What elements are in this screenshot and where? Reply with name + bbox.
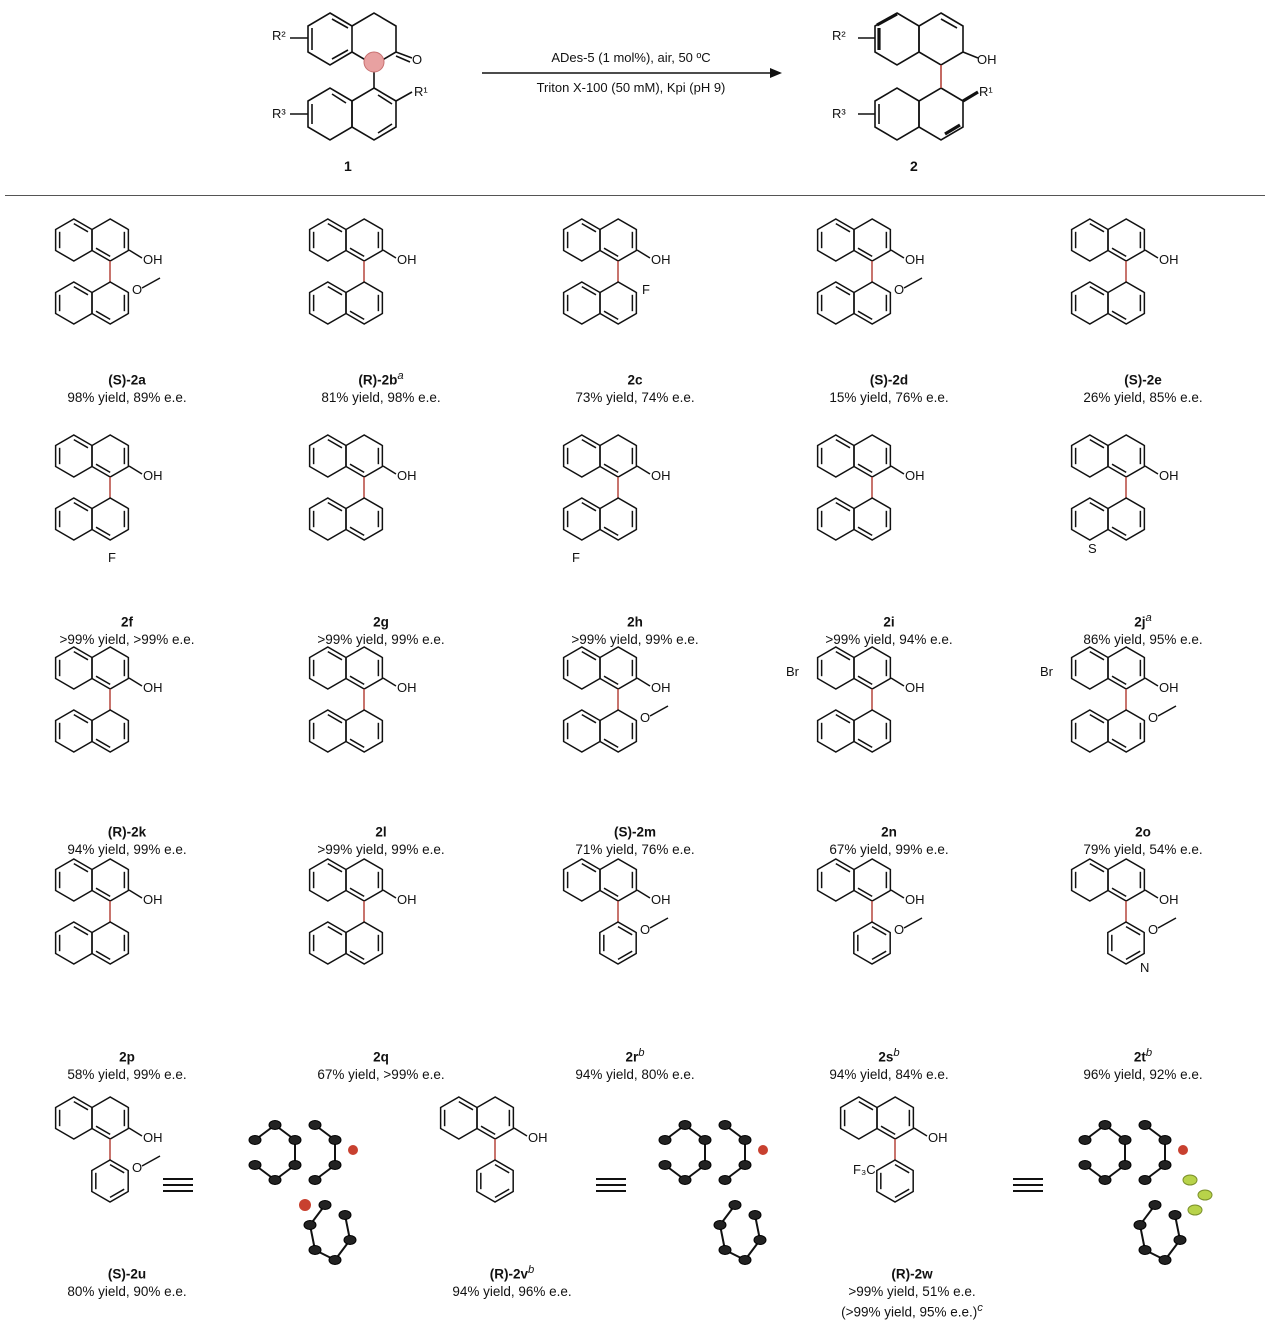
yield-ee-text: 58% yield, 99% e.e. [67,1066,187,1082]
hydroxyl-label: OH [928,1130,948,1145]
product-r2-label: R² [832,28,846,43]
caption-2p [0,1045,254,1083]
lower-naphthyl-ring [310,498,383,540]
product-r1-label: R¹ [979,84,993,99]
compound-label: 2j [1134,614,1146,630]
upper-naphthol-ring [310,859,383,901]
structure-2d [774,212,1004,362]
caption-2e [1016,368,1270,406]
caption-2c [508,368,762,406]
bromine-label: Br [786,664,799,679]
lower-naphthyl-ring [56,282,129,324]
structure-2w [797,1090,1027,1240]
equivalence-sign [163,1178,193,1196]
footnote-mark: b [638,1047,645,1059]
caption-2b [254,368,508,406]
structure-2e [1028,212,1258,362]
yield-ee-text: >99% yield, 99% e.e. [317,841,445,857]
yield-ee-text: >99% yield, 94% e.e. [825,631,953,647]
oxygen-label: O [132,1160,143,1175]
hydroxyl-label: OH [397,468,417,483]
compound-label: 2b [381,372,398,388]
upper-naphthol-ring [1072,219,1145,261]
upper-naphthol-ring [56,435,129,477]
hydroxyl-label: OH [905,468,925,483]
hydroxyl-label: OH [143,1130,163,1145]
fluorine-label: F [642,282,650,297]
upper-naphthol-ring [564,859,637,901]
footnote-mark: a [1145,612,1152,624]
upper-naphthol-ring [1072,647,1145,689]
lower-aryl-ring [877,1160,913,1202]
compound-id [385,1262,639,1283]
hydroxyl-label: OH [397,680,417,695]
lower-naphthyl-ring [1072,282,1145,324]
yield-ee-text: 94% yield, 84% e.e. [829,1066,949,1082]
equivalence-sign [596,1178,626,1196]
yield-ee-text: 94% yield, 96% e.e. [452,1283,572,1299]
yield-ee-text: >99% yield, 99% e.e. [571,631,699,647]
upper-naphthol-ring [441,1097,514,1139]
crystal-structure-ortep [1065,1100,1215,1280]
upper-naphthol-ring [56,859,129,901]
stereo-prefix: (S)- [613,824,637,840]
hydroxyl-label: OH [651,892,671,907]
yield-ee-text: 98% yield, 89% e.e. [67,389,187,405]
oxygen-label: O [640,922,651,937]
hydroxyl-label: OH [143,468,163,483]
oxygen-atom [299,1199,311,1211]
hydroxyl-label: OH [651,252,671,267]
hydroxyl-label: OH [143,252,163,267]
compound-label: 2m [636,824,656,840]
stereocenter-highlight [364,52,384,72]
reaction-scheme [0,0,1270,190]
compound-label: 2l [375,824,387,840]
hydroxyl-label: OH [651,680,671,695]
upper-naphthol-ring [56,219,129,261]
compound-id [254,1045,508,1066]
structure-2l [266,640,496,790]
caption-2r [508,1045,762,1083]
hydroxyl-label: OH [1159,468,1179,483]
lower-naphthyl-ring [56,498,129,540]
compound-label: 2r [625,1049,639,1065]
scheme-divider [5,195,1265,196]
yield-ee-text: 96% yield, 92% e.e. [1083,1066,1203,1082]
upper-naphthol-ring [1072,435,1145,477]
upper-naphthol-ring [818,219,891,261]
compound-id [1016,1045,1270,1066]
lower-naphthyl-ring [818,498,891,540]
hydroxyl-label: OH [905,680,925,695]
caption-2t [1016,1045,1270,1083]
reaction-scheme-drawing [0,0,1270,190]
stereo-prefix: (R)- [358,372,382,388]
lower-naphthyl-ring [818,710,891,752]
structure-2q [266,852,496,1002]
compound-label: 2s [878,1049,894,1065]
stereo-prefix: (S)- [108,372,131,388]
yield-ee-text: 86% yield, 95% e.e. [1083,631,1203,647]
fluorine-atom [1198,1190,1212,1200]
stereo-prefix: (R)- [891,1266,915,1282]
caption-2a [0,368,254,406]
structure-2b [266,212,496,362]
upper-naphthol-ring [564,219,637,261]
structure-2m [520,640,750,790]
upper-naphthol-ring [564,435,637,477]
upper-naphthol-ring [56,647,129,689]
alternate-yield-ee-text: (>99% yield, 95% e.e.)$^c$ [841,1301,983,1319]
lower-pyridine-ring [1108,922,1144,964]
yield-ee-text: 94% yield, 99% e.e. [67,841,187,857]
crystal-structure-ortep [235,1100,385,1280]
hydroxyl-label: OH [1159,680,1179,695]
reactant-naphthyl-ring-a [352,88,396,140]
hydroxyl-label: OH [528,1130,548,1145]
structure-2f [12,428,242,578]
crystal-structure-ortep [645,1100,795,1280]
compound-label: 2q [373,1049,389,1065]
lower-naphthyl-ring [564,710,637,752]
lower-naphthyl-ring [310,710,383,752]
yield-ee-text: >99% yield, >99% e.e. [59,631,195,647]
oxygen-atom [348,1145,358,1155]
compound-label: 2k [131,824,147,840]
compound-label: 2g [373,614,389,630]
reactant-number: 1 [344,158,352,174]
yield-ee-text: 67% yield, >99% e.e. [317,1066,445,1082]
oxygen-atom [758,1145,768,1155]
compound-label: 2n [881,824,897,840]
compound-id [762,610,1016,631]
compound-id [254,610,508,631]
oxygen-label: O [132,282,143,297]
structure-2g [266,428,496,578]
lower-naphthyl-ring [564,498,637,540]
footnote-mark: b [528,1264,535,1276]
yield-ee-text: 15% yield, 76% e.e. [829,389,949,405]
lower-naphthyl-ring [56,710,129,752]
lower-naphthyl-ring [1072,498,1145,540]
upper-naphthol-ring [56,1097,129,1139]
upper-naphthol-ring [841,1097,914,1139]
compound-label: 2w [914,1266,933,1282]
caption-2w [785,1262,1039,1320]
stereo-prefix: (S)- [1124,372,1147,388]
structure-2t [1028,852,1258,1002]
structure-2p [12,852,242,1002]
compound-id [254,368,508,389]
compound-id [1016,368,1270,389]
compound-id [0,1262,254,1283]
product-r3-label: R³ [832,106,846,121]
compound-id [254,820,508,841]
lower-aryl-ring [92,1160,128,1202]
compound-label: 2e [1146,372,1162,388]
oxygen-label: O [1148,922,1159,937]
fluorine-label: F [108,550,116,565]
footnote-mark: c [977,1301,983,1314]
reactant-r1-label: R¹ [414,84,428,99]
upper-naphthol-ring [310,435,383,477]
reactant-oxygen-label: O [412,52,423,67]
lower-aryl-ring [477,1160,513,1202]
yield-ee-text: 81% yield, 98% e.e. [321,389,441,405]
yield-ee-text: 79% yield, 54% e.e. [1083,841,1203,857]
upper-naphthol-ring [310,219,383,261]
structure-2s [774,852,1004,1002]
compound-id [508,610,762,631]
compound-id [1016,610,1270,631]
reactant-r3-label: R³ [272,106,286,121]
compound-id [762,820,1016,841]
compound-id [508,368,762,389]
hydroxyl-label: OH [1159,892,1179,907]
structure-2n [774,640,1004,790]
compound-id [508,1045,762,1066]
sulfur-label: S [1088,541,1097,556]
compound-label: 2d [892,372,909,388]
structure-2c [520,212,750,362]
compound-label: 2i [883,614,895,630]
oxygen-atom [1178,1145,1188,1155]
structure-2v [397,1090,627,1240]
oxygen-label: O [894,282,905,297]
upper-naphthol-ring [310,647,383,689]
yield-ee-text: >99% yield, 51% e.e. [848,1283,976,1299]
compound-label: 2p [119,1049,135,1065]
yield-ee-text: 80% yield, 90% e.e. [67,1283,187,1299]
caption-2v [385,1262,639,1300]
compound-id [0,820,254,841]
compound-id [508,820,762,841]
compound-label: 2v [512,1266,528,1282]
oxygen-label: O [640,710,651,725]
compound-id [785,1262,1039,1283]
condition-line-1: ADes-5 (1 mol%), air, 50 ºC [551,50,711,65]
upper-naphthol-ring [1072,859,1145,901]
hydroxyl-label: OH [397,892,417,907]
upper-naphthol-ring [818,435,891,477]
reactant-benzo-ring [308,13,352,65]
yield-ee-text: 71% yield, 76% e.e. [575,841,695,857]
compound-label: 2c [627,372,643,388]
fluorine-label: F [572,550,580,565]
footnote-mark: b [1145,1047,1153,1059]
upper-naphthol-ring [818,859,891,901]
reaction-arrow [770,68,782,78]
hydroxyl-label: OH [397,252,417,267]
hydroxyl-label: OH [143,892,163,907]
yield-ee-text: 94% yield, 80% e.e. [575,1066,695,1082]
hydroxyl-label: OH [905,252,925,267]
lower-naphthyl-ring [310,282,383,324]
structure-2r [520,852,750,1002]
structure-2i [774,428,1004,578]
caption-2u [0,1262,254,1300]
reactant-r2-label: R² [272,28,286,43]
compound-id [0,368,254,389]
condition-line-2: Triton X-100 (50 mM), Kpi (pH 9) [536,80,726,95]
upper-naphthol-ring [818,647,891,689]
compound-id [762,1045,1016,1066]
lower-aryl-ring [854,922,890,964]
caption-2d [762,368,1016,406]
yield-ee-text: 26% yield, 85% e.e. [1083,389,1203,405]
yield-ee-text: 67% yield, 99% e.e. [829,841,949,857]
stereo-prefix: (S)- [869,372,893,388]
compound-id [0,610,254,631]
yield-ee-text: 73% yield, 74% e.e. [575,389,695,405]
bromine-label: Br [1040,664,1053,679]
oxygen-label: O [894,922,905,937]
fluorine-atom [1188,1205,1202,1215]
structure-2u [12,1090,242,1240]
compound-label: 2o [1135,824,1151,840]
stereo-prefix: (R)- [489,1266,513,1282]
structure-2h [520,428,750,578]
compound-label: 2f [120,614,133,630]
fluorine-atom [1183,1175,1197,1185]
compound-label: 2u [130,1266,147,1282]
oxygen-label: O [1148,710,1159,725]
lower-naphthyl-ring [310,922,383,964]
lower-naphthyl-ring [56,922,129,964]
compound-id [762,368,1016,389]
hydroxyl-label: OH [143,680,163,695]
structure-2j [1028,428,1258,578]
compound-id [0,1045,254,1066]
structure-2a [12,212,242,362]
structure-2k [12,640,242,790]
yield-ee-text: >99% yield, 99% e.e. [317,631,445,647]
hydroxyl-label: OH [651,468,671,483]
hydroxyl-label: OH [1159,252,1179,267]
equivalence-sign [1013,1178,1043,1196]
lower-naphthyl-ring [564,282,637,324]
trifluoromethyl-label: F₃C [853,1162,876,1177]
stereo-prefix: (R)- [107,824,132,840]
hydroxyl-label: OH [905,892,925,907]
nitrogen-label: N [1140,960,1150,975]
compound-label: 2h [627,614,643,630]
lower-naphthyl-ring [1072,710,1145,752]
caption-2q [254,1045,508,1083]
compound-label: 2t [1133,1049,1146,1065]
caption-2s [762,1045,1016,1083]
compound-label: 2a [130,372,146,388]
stereo-prefix: (S)- [107,1266,131,1282]
footnote-mark: a [397,370,404,382]
footnote-mark: b [893,1047,900,1059]
compound-id [1016,820,1270,841]
product-oh-label: OH [977,52,997,67]
product-number: 2 [910,158,918,174]
lower-aryl-ring [600,922,636,964]
upper-naphthol-ring [564,647,637,689]
lower-naphthyl-ring [818,282,891,324]
structure-2o [1028,640,1258,790]
